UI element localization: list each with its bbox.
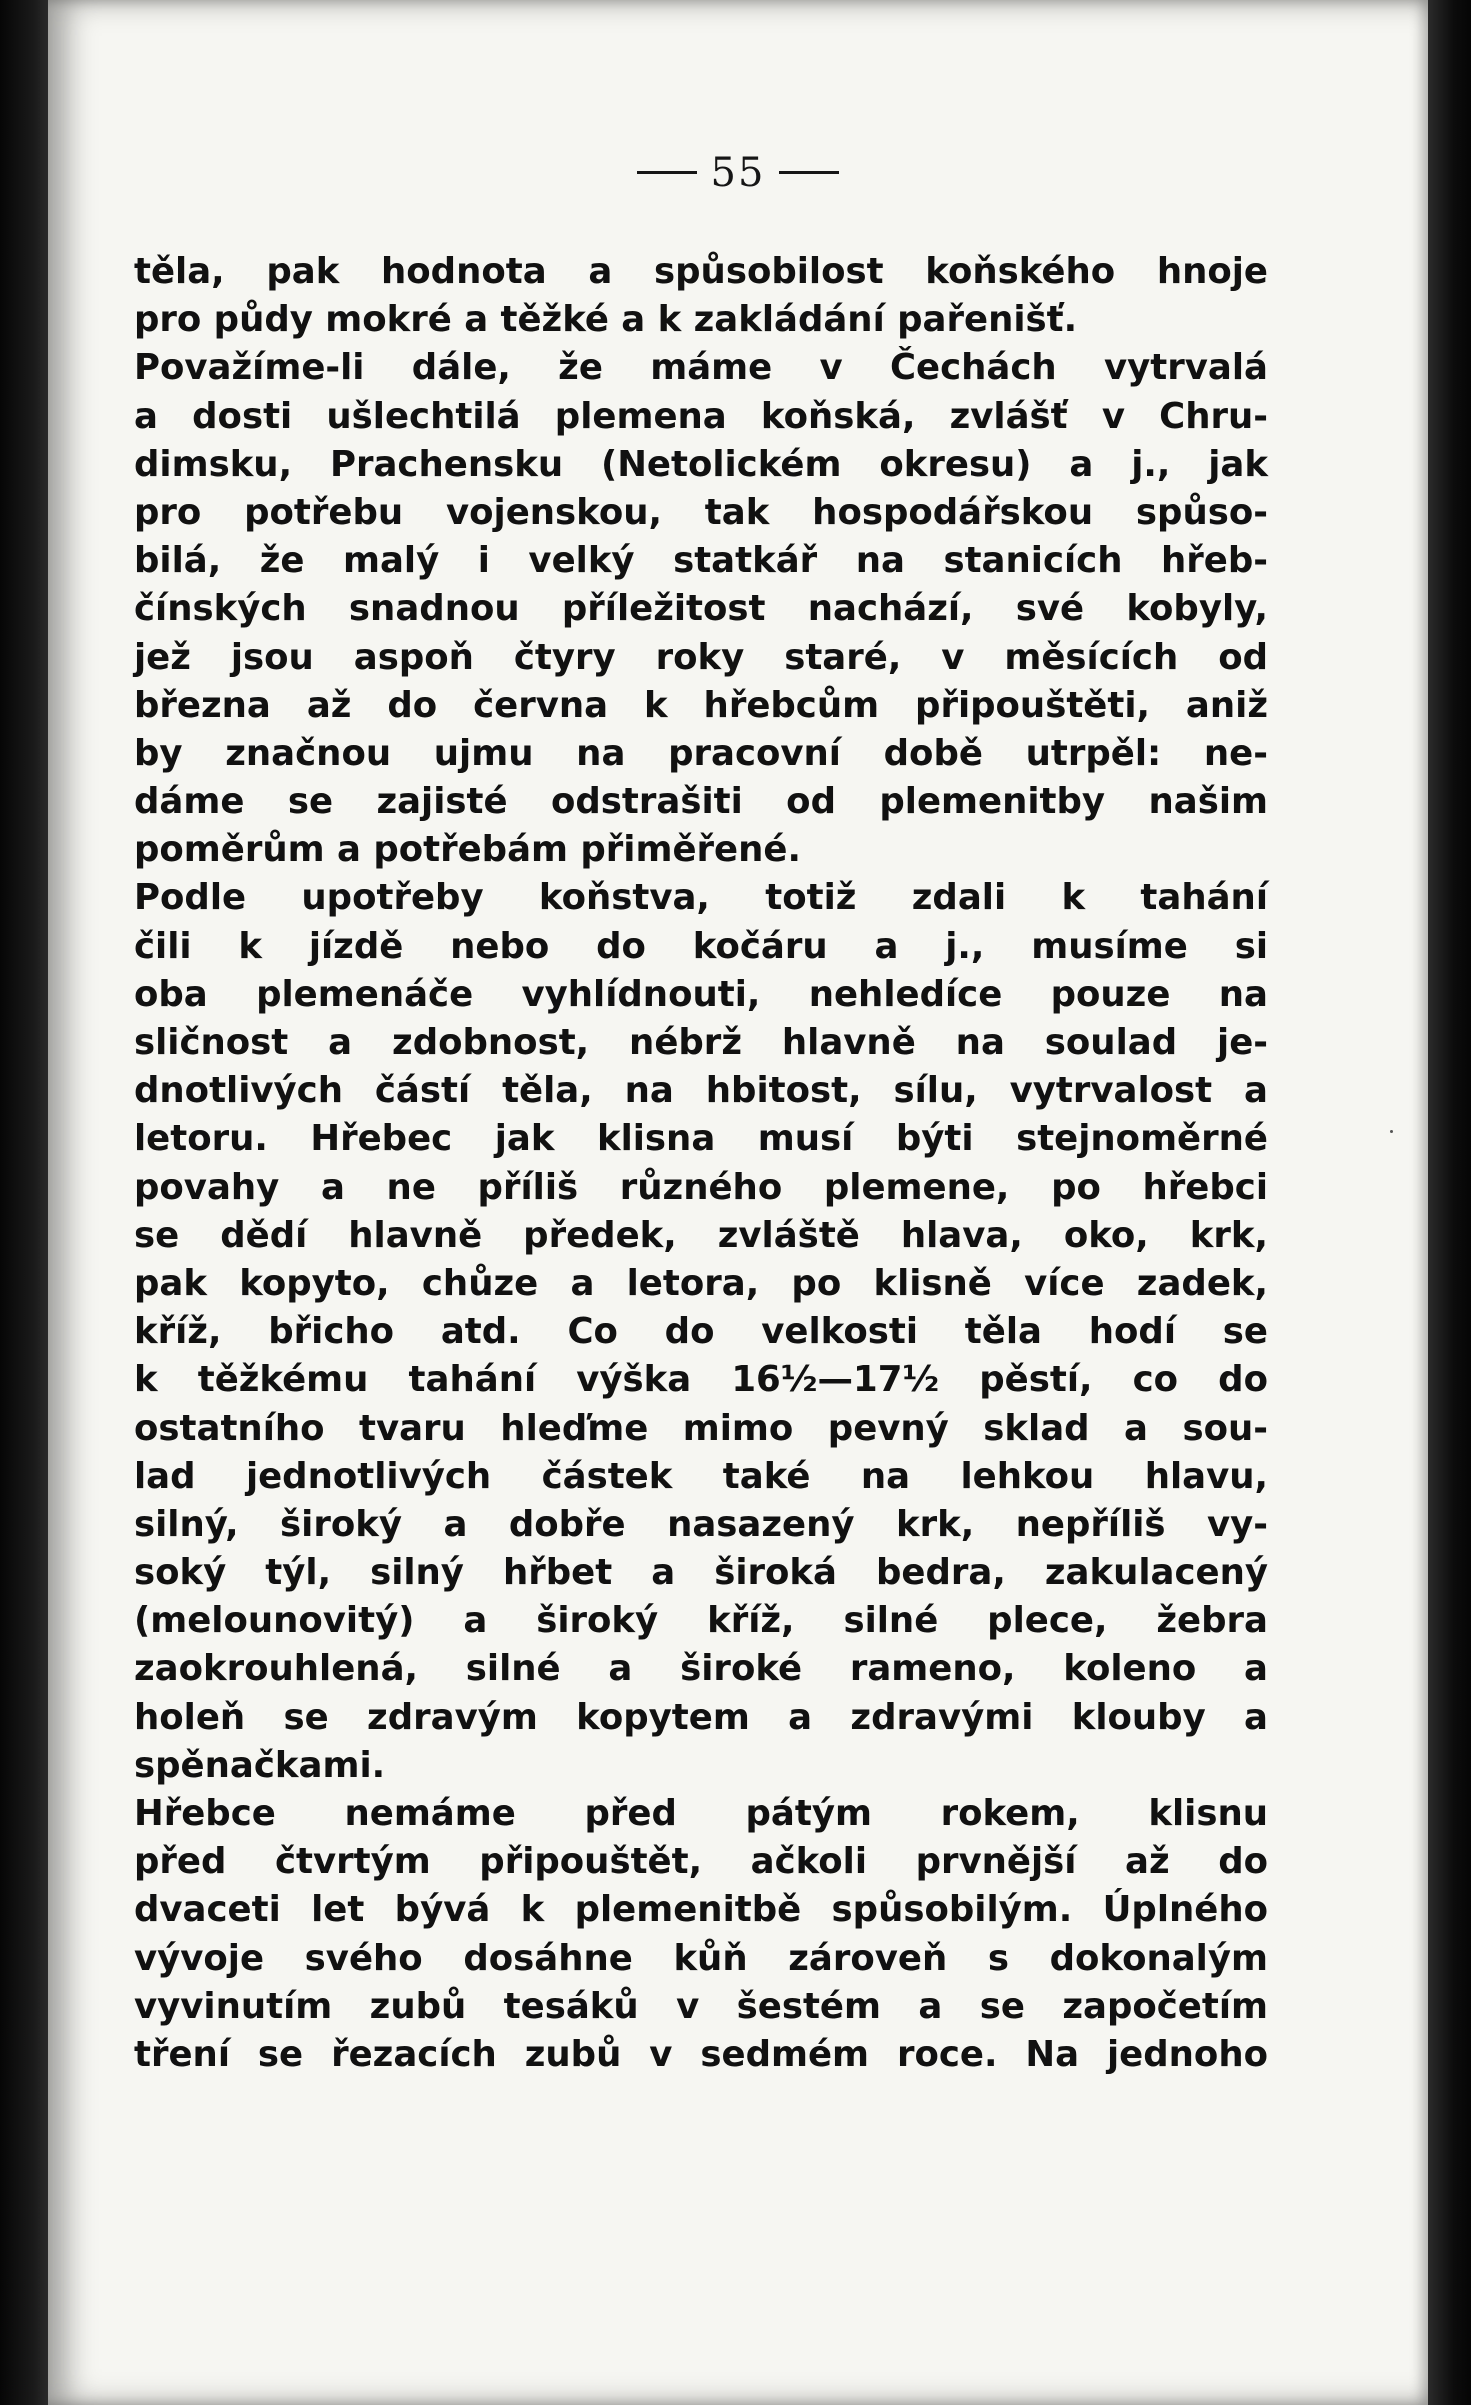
page-number <box>48 150 1428 196</box>
text-line: Hřebce nemáme před pátým rokem, klisnu <box>134 1793 1268 1834</box>
text-line: Podle upotřeby koňstva, totiž zdali k tahání <box>134 877 1268 919</box>
text-line: oba plemenáče vyhlídnouti, nehledíce pouze na <box>134 973 1268 1015</box>
text-line: soký týl, silný hřbet a široká bedra, zakulacený <box>134 1552 1268 1594</box>
page-edge-shadow <box>1428 0 1471 2405</box>
text-line: Považíme-li dále, že máme v Čechách vytrvalá <box>134 347 1268 389</box>
text-line: by značnou ujmu na pracovní době utrpěl: ne- <box>134 732 1268 774</box>
text-line: čínských snadnou příležitost nachází, své kobyly, <box>134 588 1268 630</box>
text-line: těla, pak hodnota a spůsobilost koňského hnoje <box>134 251 1268 292</box>
text-line: povahy a ne příliš různého plemene, po hřebci <box>134 1166 1268 1208</box>
text-line: ostatního tvaru hleďme mimo pevný sklad a sou- <box>134 1407 1268 1449</box>
text-line: dimsku, Prachensku (Netolickém okresu) a j., jak <box>134 443 1268 485</box>
text-line: před čtvrtým připouštět, ačkoli prvnější až do <box>134 1841 1268 1883</box>
body-text <box>134 248 1268 2079</box>
text-line: letoru. Hřebec jak klisna musí býti stejnoměrné <box>134 1118 1268 1160</box>
text-line: lad jednotlivých částek také na lehkou hlavu, <box>134 1455 1268 1497</box>
text-line: pro půdy mokré a těžké a k zakládání pařenišť. <box>134 299 1078 341</box>
text-line: k těžkému tahání výška 16½—17½ pěstí, co do <box>134 1359 1268 1401</box>
text-line: čili k jízdě nebo do kočáru a j., musíme si <box>134 925 1268 967</box>
dust-speck <box>1390 1130 1393 1133</box>
page-number-dash-right <box>779 171 839 174</box>
text-line: jež jsou aspoň čtyry roky staré, v měsících od <box>134 636 1268 678</box>
text-line: bilá, že malý i velký statkář na stanicích hřeb- <box>134 540 1268 582</box>
text-line: března až do června k hřebcům připouštěti, aniž <box>134 684 1268 726</box>
text-line: silný, široký a dobře nasazený krk, nepříliš vy- <box>134 1503 1268 1545</box>
text-line: (melounovitý) a široký kříž, silné plece, žebra <box>134 1600 1268 1642</box>
text-line: tření se řezacích zubů v sedmém roce. Na jednoho <box>134 2033 1268 2075</box>
text-line: a dosti ušlechtilá plemena koňská, zvlášť v Chru- <box>134 395 1268 437</box>
text-line: pro potřebu vojenskou, tak hospodářskou spůso- <box>134 491 1268 533</box>
text-line: sličnost a zdobnost, nébrž hlavně na soulad je- <box>134 1022 1268 1063</box>
text-line: zaokrouhlená, silné a široké rameno, koleno a <box>134 1648 1268 1690</box>
text-line: poměrům a potřebám přiměřené. <box>134 829 801 871</box>
binding-shadow <box>0 0 48 2405</box>
text-line: pak kopyto, chůze a letora, po klisně více zadek, <box>134 1262 1268 1304</box>
text-line: spěnačkami. <box>134 1744 386 1786</box>
text-line: dáme se zajisté odstrašiti od plemenitby našim <box>134 781 1268 823</box>
text-line: dvaceti let bývá k plemenitbě spůsobilým. Úplného <box>134 1889 1268 1931</box>
text-line: kříž, břicho atd. Co do velkosti těla hodí se <box>134 1311 1268 1353</box>
text-line: dnotlivých částí těla, na hbitost, sílu, vytrvalost a <box>134 1070 1268 1112</box>
page-number-dash-left <box>637 171 697 174</box>
text-line: holeň se zdravým kopytem a zdravými klouby a <box>134 1696 1268 1738</box>
text-line: se dědí hlavně předek, zvláště hlava, oko, krk, <box>134 1214 1268 1256</box>
page-number-text: 55 <box>710 150 766 196</box>
text-line: vyvinutím zubů tesáků v šestém a se započetím <box>134 1985 1268 2027</box>
book-page <box>48 0 1428 2405</box>
text-line: vývoje svého dosáhne kůň zároveň s dokonalým <box>134 1937 1268 1979</box>
